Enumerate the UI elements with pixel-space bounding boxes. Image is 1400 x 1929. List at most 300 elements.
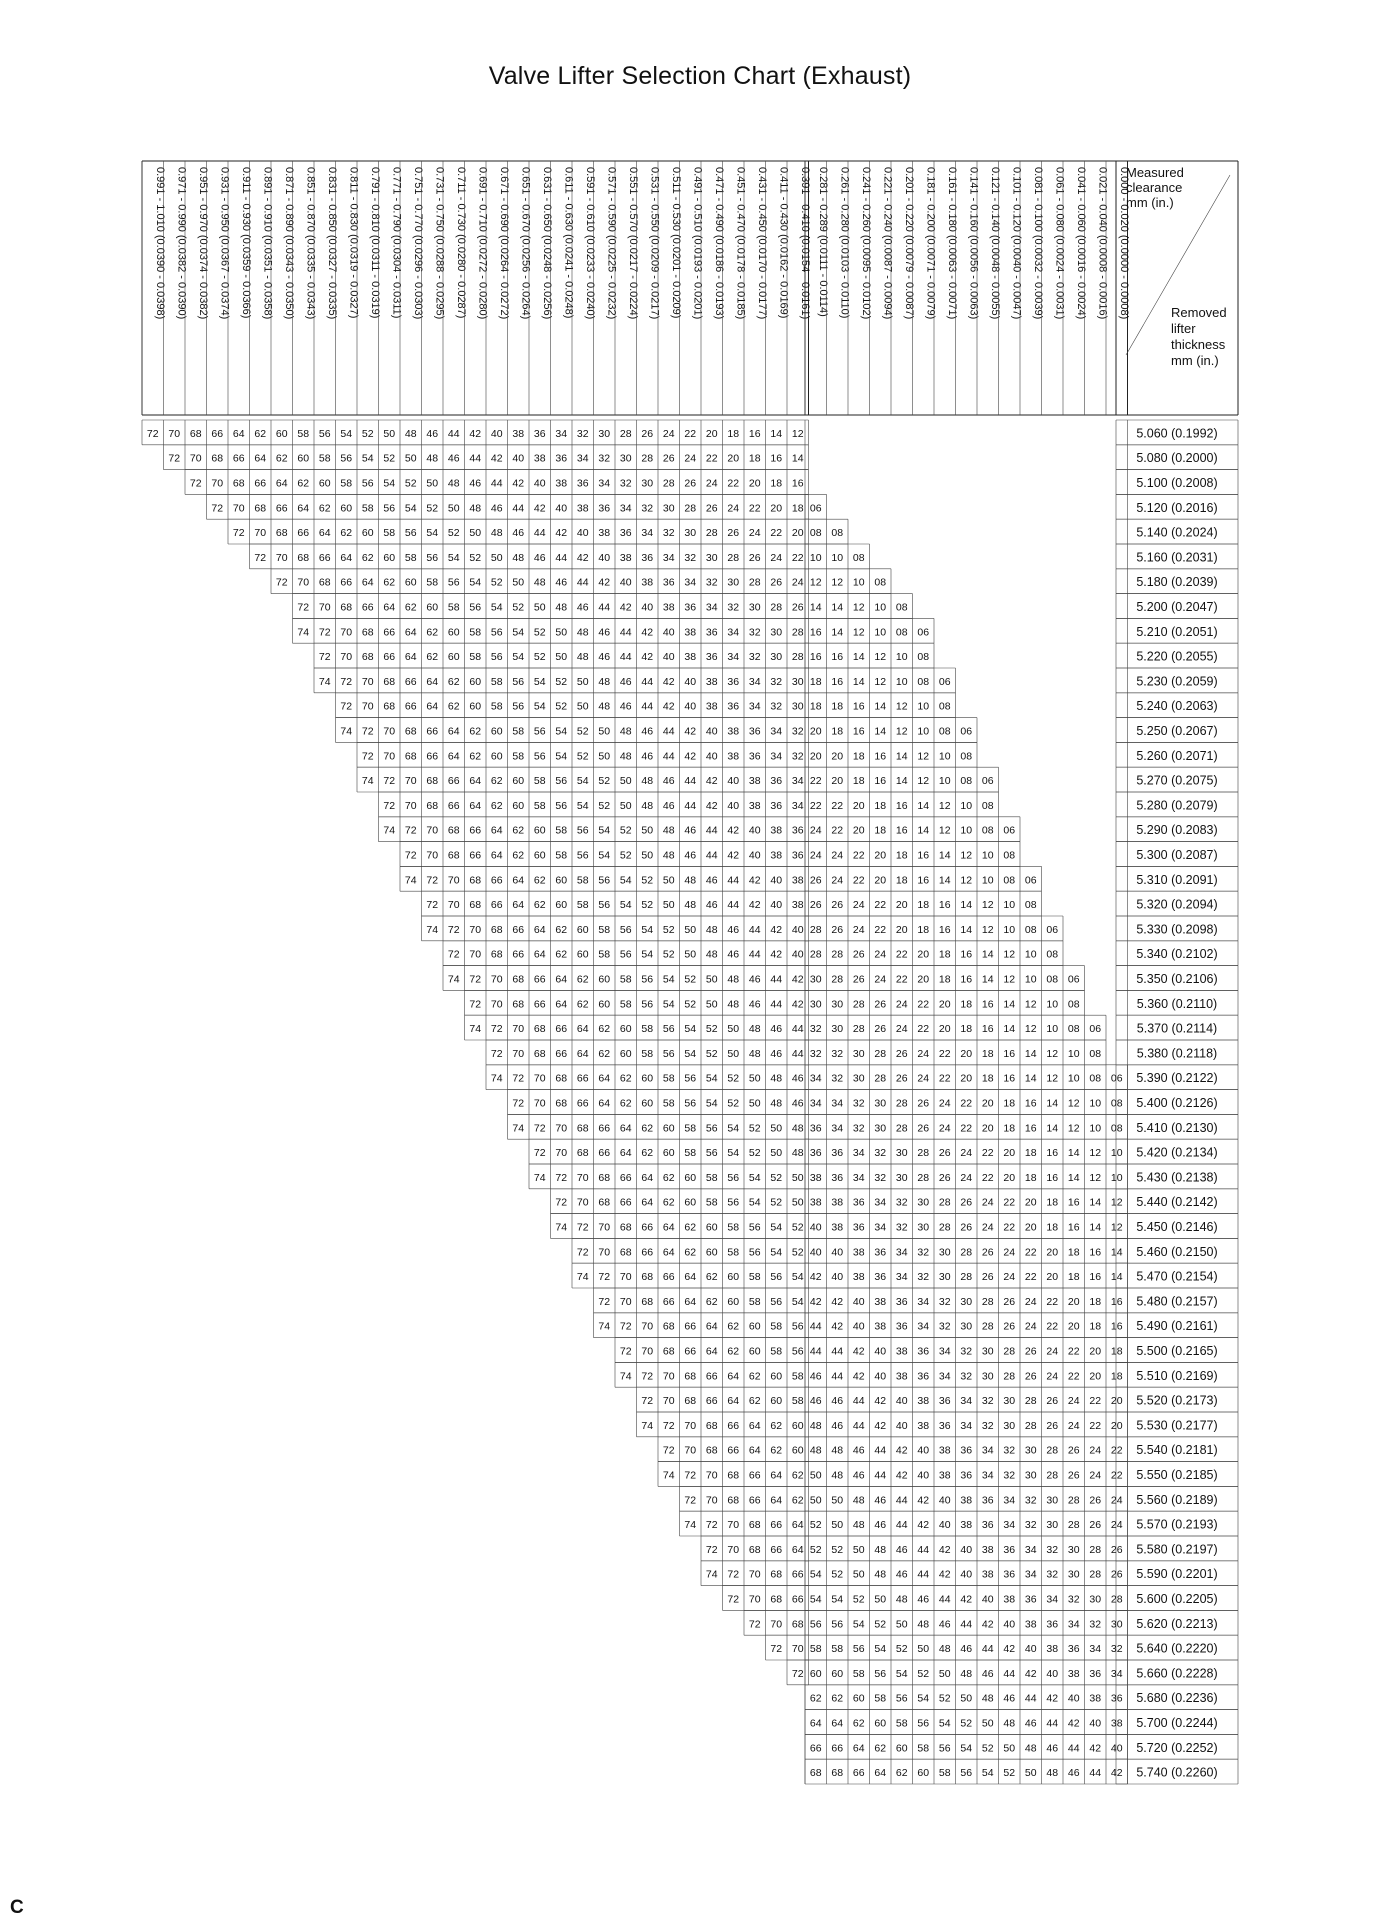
lifter-number-cell: 66 (641, 1246, 654, 1259)
lifter-number-cell: 18 (809, 675, 822, 688)
lifter-number-cell: 52 (469, 551, 482, 564)
lifter-number-cell: 48 (852, 1494, 865, 1507)
lifter-number-cell: 16 (1110, 1295, 1123, 1308)
lifter-number-cell: 24 (770, 551, 783, 564)
lifter-number-cell: 38 (1003, 1593, 1016, 1606)
lifter-number-cell: 56 (576, 849, 589, 862)
lifter-number-cell: 42 (662, 675, 675, 688)
lifter-number-cell: 36 (960, 1444, 973, 1457)
lifter-number-cell: 24 (748, 527, 761, 540)
thickness-cell: 5.620 (0.2213) (1136, 1616, 1218, 1631)
lifter-number-cell: 70 (447, 899, 460, 912)
lifter-number-cell: 08 (1067, 998, 1080, 1011)
lifter-number-cell: 40 (662, 626, 675, 639)
lifter-number-cell: 46 (770, 1047, 783, 1060)
lifter-number-cell: 68 (598, 1171, 611, 1184)
lifter-number-cell: 28 (981, 1295, 994, 1308)
lifter-number-cell: 10 (981, 849, 994, 862)
lifter-number-cell: 52 (426, 502, 439, 515)
clearance-column-header-left-0: 0.991 - 1.010 (0.0390 - 0.0398) (153, 167, 166, 320)
lifter-number-cell: 58 (598, 923, 611, 936)
lifter-number-cell: 54 (598, 849, 611, 862)
thickness-cell: 5.300 (0.2087) (1136, 848, 1218, 862)
lifter-number-cell: 42 (917, 1519, 930, 1532)
lifter-number-cell: 34 (748, 700, 761, 713)
lifter-number-cell: 20 (831, 775, 844, 788)
lifter-number-cell: 56 (662, 1047, 675, 1060)
lifter-number-cell: 66 (404, 675, 417, 688)
lifter-number-cell: 48 (662, 849, 675, 862)
lifter-number-cell: 34 (981, 1469, 994, 1482)
lifter-number-cell: 62 (426, 651, 439, 664)
lifter-number-cell: 34 (831, 1122, 844, 1135)
lifter-number-cell: 14 (981, 948, 994, 961)
lifter-number-cell: 30 (895, 1147, 908, 1160)
lifter-number-cell: 48 (641, 775, 654, 788)
lifter-number-cell: 36 (641, 551, 654, 564)
lifter-number-cell: 30 (938, 1246, 951, 1259)
lifter-number-cell: 48 (852, 1519, 865, 1532)
lifter-number-cell: 20 (938, 998, 951, 1011)
lifter-number-cell: 28 (770, 601, 783, 614)
lifter-number-cell: 70 (361, 700, 374, 713)
lifter-number-cell: 62 (447, 675, 460, 688)
lifter-number-cell: 46 (791, 1072, 804, 1085)
lifter-number-cell: 64 (727, 1370, 740, 1383)
lifter-number-cell: 40 (831, 1246, 844, 1259)
lifter-number-cell: 30 (1067, 1543, 1080, 1556)
lifter-number-cell: 52 (809, 1519, 822, 1532)
lifter-number-cell: 66 (533, 973, 546, 986)
lifter-number-cell: 42 (938, 1543, 951, 1556)
lifter-number-cell: 74 (447, 973, 460, 986)
lifter-number-cell: 64 (533, 923, 546, 936)
lifter-number-cell: 70 (662, 1395, 675, 1408)
lifter-number-cell: 48 (791, 1122, 804, 1135)
lifter-number-cell: 42 (895, 1444, 908, 1457)
lifter-number-cell: 58 (727, 1221, 740, 1234)
lifter-number-cell: 54 (852, 1618, 865, 1631)
lifter-number-cell: 70 (490, 973, 503, 986)
lifter-number-cell: 10 (874, 601, 887, 614)
lifter-number-cell: 22 (809, 775, 822, 788)
lifter-number-cell: 48 (960, 1667, 973, 1680)
lifter-number-cell: 72 (426, 874, 439, 887)
lifter-number-cell: 42 (598, 576, 611, 589)
lifter-number-cell: 24 (831, 849, 844, 862)
lifter-number-cell: 66 (809, 1742, 822, 1755)
lifter-number-cell: 22 (831, 824, 844, 837)
lifter-number-cell: 38 (831, 1196, 844, 1209)
lifter-number-cell: 50 (705, 973, 718, 986)
lifter-number-cell: 16 (831, 651, 844, 664)
clearance-column-header-right-8: 0.121 - 0.140 (0.0048 - 0.0055) (988, 167, 1001, 320)
lifter-number-cell: 14 (874, 725, 887, 738)
lifter-number-cell: 08 (874, 576, 887, 589)
lifter-number-cell: 68 (770, 1568, 783, 1581)
lifter-number-cell: 40 (874, 1370, 887, 1383)
lifter-number-cell: 62 (297, 477, 310, 490)
lifter-number-cell: 48 (874, 1543, 887, 1556)
lifter-number-cell: 52 (641, 874, 654, 887)
lifter-number-cell: 38 (748, 775, 761, 788)
lifter-number-cell: 40 (852, 1320, 865, 1333)
lifter-number-cell: 64 (512, 899, 525, 912)
lifter-number-cell: 64 (469, 799, 482, 812)
lifter-number-cell: 42 (469, 427, 482, 440)
lifter-number-cell: 32 (895, 1221, 908, 1234)
lifter-number-cell: 50 (619, 775, 632, 788)
lifter-number-cell: 56 (662, 1023, 675, 1036)
lifter-number-cell: 24 (895, 998, 908, 1011)
lifter-number-cell: 32 (809, 1047, 822, 1060)
lifter-number-cell: 20 (852, 824, 865, 837)
lifter-number-cell: 42 (1003, 1643, 1016, 1656)
lifter-number-cell: 34 (981, 1444, 994, 1457)
lifter-number-cell: 46 (960, 1643, 973, 1656)
lifter-number-cell: 70 (684, 1419, 697, 1432)
lifter-number-cell: 44 (576, 576, 589, 589)
lifter-number-cell: 42 (576, 551, 589, 564)
lifter-number-cell: 28 (960, 1271, 973, 1284)
lifter-number-cell: 46 (555, 576, 568, 589)
lifter-number-cell: 48 (641, 799, 654, 812)
lifter-number-cell: 12 (1110, 1196, 1123, 1209)
lifter-number-cell: 44 (533, 527, 546, 540)
clearance-column-header-left-5: 0.891 - 0.910 (0.0351 - 0.0358) (261, 167, 274, 320)
lifter-number-cell: 10 (852, 576, 865, 589)
lifter-number-cell: 66 (232, 452, 245, 465)
lifter-number-cell: 58 (619, 998, 632, 1011)
lifter-number-cell: 58 (512, 750, 525, 763)
lifter-number-cell: 70 (533, 1097, 546, 1110)
lifter-number-cell: 34 (748, 675, 761, 688)
lifter-number-cell: 62 (490, 775, 503, 788)
lifter-number-cell: 60 (727, 1271, 740, 1284)
lifter-number-cell: 54 (512, 651, 525, 664)
lifter-number-cell: 58 (469, 651, 482, 664)
lifter-number-cell: 70 (232, 502, 245, 515)
measured-clearance-label: Measured (1126, 165, 1184, 180)
lifter-number-cell: 54 (791, 1271, 804, 1284)
lifter-number-cell: 58 (641, 1023, 654, 1036)
lifter-number-cell: 40 (1110, 1742, 1123, 1755)
thickness-cell: 5.700 (0.2244) (1136, 1716, 1218, 1730)
lifter-number-cell: 70 (555, 1147, 568, 1160)
lifter-number-cell: 74 (340, 725, 353, 738)
lifter-number-cell: 22 (831, 799, 844, 812)
lifter-number-cell: 60 (512, 799, 525, 812)
lifter-number-cell: 38 (1089, 1692, 1102, 1705)
lifter-number-cell: 72 (641, 1395, 654, 1408)
thickness-cell: 5.550 (0.2185) (1136, 1468, 1218, 1482)
lifter-number-cell: 38 (960, 1519, 973, 1532)
lifter-number-cell: 12 (1110, 1221, 1123, 1234)
lifter-number-cell: 60 (576, 923, 589, 936)
lifter-number-cell: 64 (641, 1171, 654, 1184)
lifter-number-cell: 66 (469, 824, 482, 837)
lifter-number-cell: 60 (426, 601, 439, 614)
lifter-number-cell: 42 (684, 750, 697, 763)
clearance-column-header-left-12: 0.751 - 0.770 (0.0296 - 0.0303) (411, 167, 424, 320)
lifter-number-cell: 44 (684, 799, 697, 812)
lifter-number-cell: 50 (426, 477, 439, 490)
lifter-number-cell: 70 (512, 1023, 525, 1036)
lifter-number-cell: 06 (1003, 824, 1016, 837)
thickness-cell: 5.320 (0.2094) (1136, 897, 1218, 912)
lifter-number-cell: 18 (1046, 1221, 1059, 1234)
lifter-number-cell: 20 (852, 799, 865, 812)
lifter-number-cell: 52 (960, 1717, 973, 1730)
lifter-number-cell: 42 (555, 527, 568, 540)
lifter-number-cell: 34 (727, 626, 740, 639)
thickness-cell: 5.290 (0.2083) (1136, 823, 1218, 838)
lifter-number-cell: 58 (619, 973, 632, 986)
lifter-number-cell: 32 (1003, 1444, 1016, 1457)
lifter-number-cell: 30 (852, 1047, 865, 1060)
lifter-number-cell: 72 (770, 1643, 783, 1656)
lifter-number-cell: 34 (619, 502, 632, 515)
lifter-number-cell: 34 (1024, 1543, 1037, 1556)
lifter-number-cell: 50 (874, 1593, 887, 1606)
lifter-number-cell: 66 (576, 1072, 589, 1085)
lifter-number-cell: 58 (598, 948, 611, 961)
thickness-cell: 5.140 (0.2024) (1136, 525, 1218, 540)
lifter-number-cell: 16 (852, 700, 865, 713)
lifter-number-cell: 32 (831, 1047, 844, 1060)
lifter-number-cell: 62 (619, 1072, 632, 1085)
lifter-number-cell: 26 (895, 1047, 908, 1060)
lifter-number-cell: 38 (938, 1469, 951, 1482)
lifter-number-cell: 64 (318, 527, 331, 540)
lifter-number-cell: 08 (938, 725, 951, 738)
lifter-number-cell: 20 (770, 502, 783, 515)
lifter-number-cell: 72 (469, 998, 482, 1011)
lifter-number-cell: 28 (938, 1221, 951, 1234)
lifter-number-cell: 50 (404, 452, 417, 465)
lifter-number-cell: 66 (619, 1171, 632, 1184)
lifter-number-cell: 54 (809, 1593, 822, 1606)
clearance-column-header-right-1: 0.261 - 0.280 (0.0103 - 0.0110) (838, 167, 851, 319)
lifter-number-cell: 72 (533, 1147, 546, 1160)
lifter-number-cell: 52 (895, 1643, 908, 1656)
lifter-number-cell: 44 (598, 601, 611, 614)
lifter-number-cell: 62 (404, 601, 417, 614)
lifter-number-cell: 38 (727, 725, 740, 738)
lifter-number-cell: 10 (917, 700, 930, 713)
lifter-number-cell: 08 (917, 651, 930, 664)
thickness-cell: 5.410 (0.2130) (1136, 1120, 1218, 1135)
lifter-number-cell: 50 (895, 1618, 908, 1631)
thickness-cell: 5.350 (0.2106) (1136, 972, 1218, 986)
lifter-number-cell: 44 (895, 1519, 908, 1532)
lifter-number-cell: 44 (619, 651, 632, 664)
lifter-number-cell: 18 (960, 998, 973, 1011)
lifter-number-cell: 72 (340, 700, 353, 713)
lifter-number-cell: 32 (1046, 1568, 1059, 1581)
lifter-number-cell: 36 (981, 1494, 994, 1507)
lifter-number-cell: 56 (705, 1147, 718, 1160)
lifter-number-cell: 32 (705, 576, 718, 589)
lifter-number-cell: 34 (598, 477, 611, 490)
lifter-number-cell: 30 (791, 700, 804, 713)
lifter-number-cell: 54 (641, 923, 654, 936)
lifter-number-cell: 74 (318, 675, 331, 688)
lifter-number-cell: 40 (917, 1469, 930, 1482)
lifter-number-cell: 08 (1046, 948, 1059, 961)
lifter-number-cell: 58 (662, 1097, 675, 1110)
lifter-number-cell: 22 (1024, 1271, 1037, 1284)
lifter-number-cell: 56 (533, 725, 546, 738)
lifter-number-cell: 68 (576, 1122, 589, 1135)
lifter-number-cell: 70 (727, 1519, 740, 1532)
lifter-number-cell: 24 (1067, 1419, 1080, 1432)
lifter-number-cell: 54 (874, 1643, 887, 1656)
lifter-number-cell: 66 (383, 651, 396, 664)
lifter-number-cell: 48 (705, 948, 718, 961)
lifter-number-cell: 60 (662, 1122, 675, 1135)
lifter-number-cell: 32 (981, 1395, 994, 1408)
lifter-number-cell: 60 (469, 700, 482, 713)
lifter-number-cell: 70 (641, 1320, 654, 1333)
lifter-number-cell: 20 (1067, 1295, 1080, 1308)
lifter-number-cell: 36 (809, 1147, 822, 1160)
lifter-number-cell: 72 (748, 1618, 761, 1631)
lifter-number-cell: 26 (852, 973, 865, 986)
lifter-number-cell: 48 (809, 1444, 822, 1457)
lifter-number-cell: 24 (852, 923, 865, 936)
lifter-number-cell: 46 (874, 1494, 887, 1507)
lifter-number-cell: 58 (748, 1295, 761, 1308)
lifter-number-cell: 10 (1110, 1147, 1123, 1160)
lifter-number-cell: 64 (684, 1271, 697, 1284)
lifter-number-cell: 72 (512, 1097, 525, 1110)
lifter-number-cell: 32 (1110, 1643, 1123, 1656)
lifter-number-cell: 42 (895, 1469, 908, 1482)
lifter-number-cell: 40 (938, 1494, 951, 1507)
lifter-number-cell: 56 (512, 700, 525, 713)
lifter-number-cell: 44 (809, 1345, 822, 1358)
lifter-number-cell: 68 (748, 1543, 761, 1556)
lifter-number-cell: 28 (1046, 1469, 1059, 1482)
lifter-number-cell: 44 (727, 899, 740, 912)
lifter-number-cell: 50 (598, 725, 611, 738)
lifter-number-cell: 18 (748, 452, 761, 465)
lifter-number-cell: 38 (727, 750, 740, 763)
lifter-number-cell: 44 (555, 551, 568, 564)
lifter-number-cell: 22 (1003, 1196, 1016, 1209)
lifter-number-cell: 54 (555, 750, 568, 763)
lifter-number-cell: 20 (981, 1097, 994, 1110)
lifter-number-cell: 46 (576, 601, 589, 614)
lifter-number-cell: 58 (895, 1717, 908, 1730)
lifter-number-cell: 70 (404, 775, 417, 788)
lifter-number-cell: 28 (705, 527, 718, 540)
lifter-number-cell: 40 (770, 899, 783, 912)
lifter-number-cell: 42 (641, 651, 654, 664)
lifter-number-cell: 50 (981, 1717, 994, 1730)
lifter-number-cell: 12 (852, 626, 865, 639)
lifter-number-cell: 34 (874, 1221, 887, 1234)
lifter-number-cell: 34 (1089, 1643, 1102, 1656)
lifter-number-cell: 26 (938, 1147, 951, 1160)
removed-thickness-label: mm (in.) (1171, 353, 1219, 368)
lifter-number-cell: 14 (895, 775, 908, 788)
lifter-number-cell: 68 (297, 551, 310, 564)
lifter-number-cell: 64 (748, 1444, 761, 1457)
lifter-number-cell: 08 (852, 551, 865, 564)
lifter-number-cell: 48 (684, 899, 697, 912)
lifter-number-cell: 58 (383, 527, 396, 540)
lifter-number-cell: 68 (404, 750, 417, 763)
lifter-number-cell: 50 (641, 824, 654, 837)
lifter-number-cell: 36 (1024, 1593, 1037, 1606)
lifter-number-cell: 30 (809, 973, 822, 986)
lifter-number-cell: 48 (426, 452, 439, 465)
lifter-number-cell: 66 (684, 1345, 697, 1358)
lifter-number-cell: 66 (318, 551, 331, 564)
lifter-number-cell: 44 (748, 923, 761, 936)
lifter-number-cell: 18 (770, 477, 783, 490)
lifter-number-cell: 26 (981, 1271, 994, 1284)
lifter-number-cell: 64 (232, 427, 245, 440)
lifter-number-cell: 32 (727, 601, 740, 614)
lifter-number-cell: 50 (938, 1667, 951, 1680)
lifter-number-cell: 38 (684, 626, 697, 639)
lifter-number-cell: 26 (1067, 1469, 1080, 1482)
lifter-number-cell: 56 (619, 948, 632, 961)
lifter-number-cell: 56 (895, 1692, 908, 1705)
lifter-number-cell: 54 (917, 1692, 930, 1705)
lifter-number-cell: 18 (960, 1023, 973, 1036)
lifter-number-cell: 54 (748, 1171, 761, 1184)
lifter-number-cell: 70 (555, 1122, 568, 1135)
lifter-number-cell: 10 (981, 874, 994, 887)
lifter-number-cell: 60 (748, 1345, 761, 1358)
lifter-number-cell: 70 (340, 651, 353, 664)
thickness-cell: 5.250 (0.2067) (1136, 724, 1218, 738)
lifter-number-cell: 58 (809, 1643, 822, 1656)
lifter-number-cell: 50 (1024, 1767, 1037, 1780)
lifter-number-cell: 72 (791, 1667, 804, 1680)
lifter-number-cell: 70 (512, 1047, 525, 1060)
lifter-number-cell: 58 (555, 824, 568, 837)
lifter-number-cell: 28 (1067, 1494, 1080, 1507)
lifter-number-cell: 58 (576, 899, 589, 912)
lifter-number-cell: 46 (684, 849, 697, 862)
lifter-number-cell: 56 (852, 1643, 865, 1656)
lifter-number-cell: 36 (727, 700, 740, 713)
lifter-number-cell: 10 (1067, 1047, 1080, 1060)
lifter-number-cell: 14 (1024, 1072, 1037, 1085)
lifter-number-cell: 42 (791, 973, 804, 986)
lifter-number-cell: 40 (960, 1568, 973, 1581)
lifter-number-cell: 14 (1110, 1246, 1123, 1259)
lifter-number-cell: 10 (1003, 923, 1016, 936)
lifter-number-cell: 74 (533, 1171, 546, 1184)
lifter-number-cell: 12 (938, 799, 951, 812)
lifter-number-cell: 34 (791, 799, 804, 812)
lifter-number-cell: 50 (619, 799, 632, 812)
lifter-number-cell: 28 (641, 452, 654, 465)
lifter-number-cell: 26 (748, 551, 761, 564)
lifter-number-cell: 22 (938, 1047, 951, 1060)
lifter-number-cell: 38 (791, 874, 804, 887)
lifter-number-cell: 56 (533, 750, 546, 763)
lifter-number-cell: 32 (874, 1147, 887, 1160)
lifter-number-cell: 66 (705, 1370, 718, 1383)
lifter-number-cell: 44 (895, 1494, 908, 1507)
